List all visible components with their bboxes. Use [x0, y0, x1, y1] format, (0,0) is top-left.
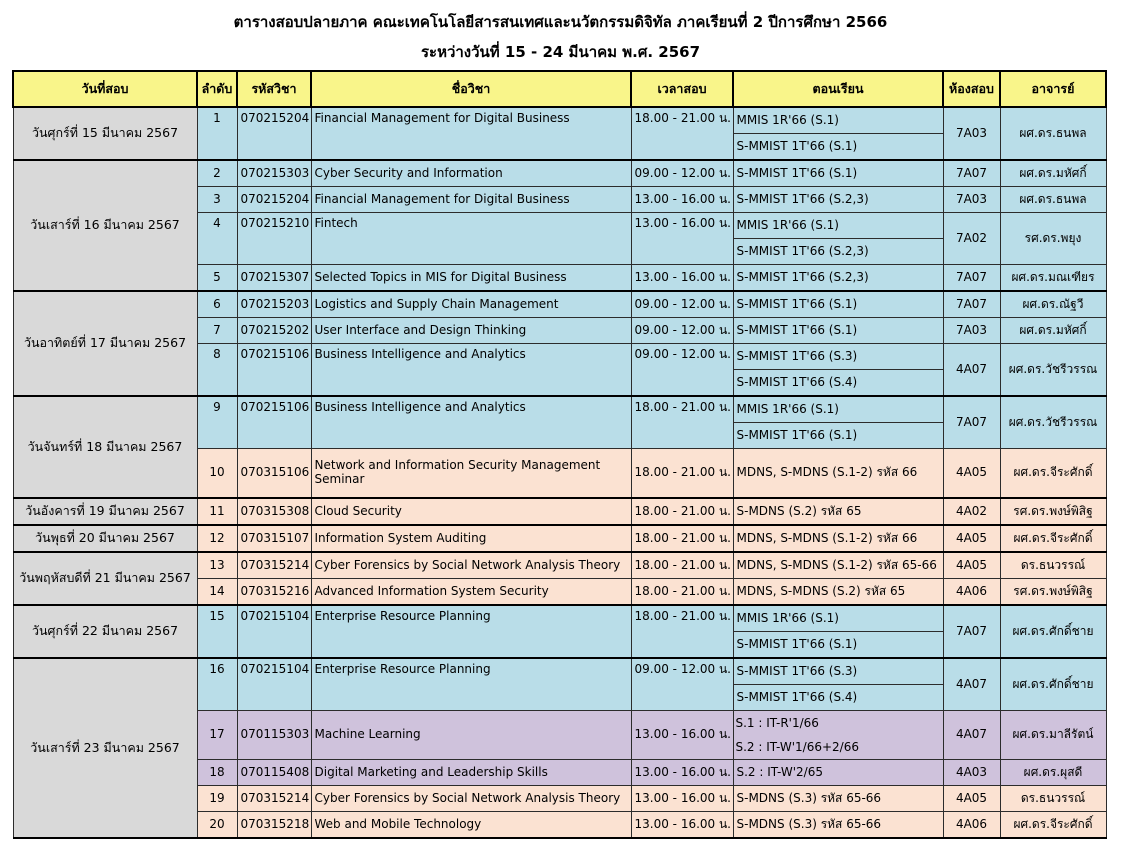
instructor: ผศ.ดร.มหัศกิ์	[1000, 318, 1106, 344]
row-no: 8	[197, 344, 237, 397]
row-no: 16	[197, 658, 237, 711]
course-name: Selected Topics in MIS for Digital Business	[311, 265, 631, 292]
exam-date-cell: วันอาทิตย์ที่ 17 มีนาคม 2567	[13, 291, 197, 396]
exam-date-cell: วันพฤหัสบดีที่ 21 มีนาคม 2567	[13, 552, 197, 605]
row-no: 18	[197, 760, 237, 786]
course-name: Digital Marketing and Leadership Skills	[311, 760, 631, 786]
exam-time: 09.00 - 12.00 น.	[631, 291, 733, 318]
section-line: S.2 : IT-W'1/66+2/66	[735, 740, 859, 754]
section-cell: S-MMIST 1T'66 (S.4)	[733, 370, 943, 397]
section-cell: S.2 : IT-W'2/65	[733, 760, 943, 786]
exam-room: 4A06	[943, 812, 1000, 839]
exam-room: 4A07	[943, 711, 1000, 760]
row-no: 19	[197, 786, 237, 812]
row-no: 3	[197, 187, 237, 213]
exam-room: 7A07	[943, 291, 1000, 318]
section-cell: MDNS, S-MDNS (S.1-2) รหัส 66	[733, 449, 943, 499]
section-line: S.1 : IT-R'1/66	[735, 716, 819, 730]
exam-room: 4A05	[943, 449, 1000, 499]
header-section: ตอนเรียน	[733, 71, 943, 107]
row-no: 6	[197, 291, 237, 318]
course-code: 070215104	[237, 658, 311, 711]
table-row	[13, 107, 1106, 134]
course-name: Business Intelligence and Analytics	[311, 396, 631, 449]
section-cell: MMIS 1R'66 (S.1)	[733, 396, 943, 423]
exam-time: 18.00 - 21.00 น.	[631, 579, 733, 606]
course-name: Cloud Security	[311, 498, 631, 525]
exam-room: 7A02	[943, 213, 1000, 265]
exam-room: 4A07	[943, 658, 1000, 711]
course-code: 070315107	[237, 525, 311, 552]
course-code: 070215203	[237, 291, 311, 318]
section-cell: S-MDNS (S.3) รหัส 65-66	[733, 786, 943, 812]
exam-date-cell: วันศุกร์ที่ 22 มีนาคม 2567	[13, 605, 197, 658]
instructor: รศ.ดร.พงษ์พิสิฐ	[1000, 579, 1106, 606]
exam-time: 18.00 - 21.00 น.	[631, 449, 733, 499]
section-cell: MDNS, S-MDNS (S.2) รหัส 65	[733, 579, 943, 606]
course-name: Network and Information Security Management Seminar	[311, 449, 631, 499]
section-cell: S-MDNS (S.3) รหัส 65-66	[733, 812, 943, 839]
exam-time: 18.00 - 21.00 น.	[631, 552, 733, 579]
exam-room: 7A07	[943, 160, 1000, 187]
course-code: 070215303	[237, 160, 311, 187]
row-no: 9	[197, 396, 237, 449]
row-no: 10	[197, 449, 237, 499]
row-no: 15	[197, 605, 237, 658]
course-code: 070215204	[237, 187, 311, 213]
instructor: ผศ.ดร.จีระศักดิ์	[1000, 812, 1106, 839]
instructor: ผศ.ดร.ณัฐวี	[1000, 291, 1106, 318]
table-row	[13, 291, 1106, 318]
exam-room: 4A05	[943, 786, 1000, 812]
course-name: Enterprise Resource Planning	[311, 605, 631, 658]
instructor: ผศ.ดร.ศักดิ์ชาย	[1000, 605, 1106, 658]
row-no: 11	[197, 498, 237, 525]
row-no: 12	[197, 525, 237, 552]
section-cell: S-MMIST 1T'66 (S.3)	[733, 658, 943, 685]
section-cell: S-MMIST 1T'66 (S.1)	[733, 160, 943, 187]
instructor: ดร.ธนวรรณ์	[1000, 786, 1106, 812]
course-code: 070315214	[237, 786, 311, 812]
header-code: รหัสวิชา	[237, 71, 311, 107]
exam-room: 4A03	[943, 760, 1000, 786]
table-row	[13, 160, 1106, 187]
course-name: Financial Management for Digital Business	[311, 187, 631, 213]
table-row	[13, 605, 1106, 632]
course-code: 070215106	[237, 344, 311, 397]
row-no: 2	[197, 160, 237, 187]
exam-time: 13.00 - 16.00 น.	[631, 265, 733, 292]
section-cell: S-MMIST 1T'66 (S.1)	[733, 291, 943, 318]
row-no: 20	[197, 812, 237, 839]
course-name: Information System Auditing	[311, 525, 631, 552]
course-code: 070315216	[237, 579, 311, 606]
course-name: Advanced Information System Security	[311, 579, 631, 606]
instructor: ผศ.ดร.จีระศักดิ์	[1000, 449, 1106, 499]
course-code: 070115408	[237, 760, 311, 786]
row-no: 13	[197, 552, 237, 579]
course-code: 070215307	[237, 265, 311, 292]
course-name: Machine Learning	[311, 711, 631, 760]
instructor: ผศ.ดร.วัชรีวรรณ	[1000, 344, 1106, 397]
table-row	[13, 658, 1106, 685]
header-instructor: อาจารย์	[1000, 71, 1106, 107]
exam-room: 7A07	[943, 605, 1000, 658]
table-row	[13, 552, 1106, 579]
course-code: 070215106	[237, 396, 311, 449]
exam-time: 18.00 - 21.00 น.	[631, 498, 733, 525]
section-cell: MMIS 1R'66 (S.1)	[733, 107, 943, 134]
course-code: 070315308	[237, 498, 311, 525]
exam-date-cell: วันอังคารที่ 19 มีนาคม 2567	[13, 498, 197, 525]
exam-room: 7A03	[943, 318, 1000, 344]
exam-time: 18.00 - 21.00 น.	[631, 107, 733, 160]
exam-date-cell: วันจันทร์ที่ 18 มีนาคม 2567	[13, 396, 197, 498]
section-cell: S-MMIST 1T'66 (S.2,3)	[733, 187, 943, 213]
exam-room: 4A05	[943, 552, 1000, 579]
exam-room: 7A07	[943, 396, 1000, 449]
section-cell: S-MMIST 1T'66 (S.3)	[733, 344, 943, 370]
section-cell: S-MDNS (S.2) รหัส 65	[733, 498, 943, 525]
exam-time: 13.00 - 16.00 น.	[631, 812, 733, 839]
section-cell	[733, 711, 943, 760]
page-title: ตารางสอบปลายภาค คณะเทคโนโลยีสารสนเทศและนวัตกรรมดิจิทัล ภาคเรียนที่ 2 ปีการศึกษา 2566	[233, 13, 888, 31]
table-header-row	[13, 71, 1106, 107]
exam-schedule-table	[12, 70, 1107, 839]
exam-room: 4A06	[943, 579, 1000, 606]
course-name: Financial Management for Digital Business	[311, 107, 631, 160]
table-row	[13, 525, 1106, 552]
instructor: ผศ.ดร.ธนพล	[1000, 187, 1106, 213]
course-name: Logistics and Supply Chain Management	[311, 291, 631, 318]
section-cell: MDNS, S-MDNS (S.1-2) รหัส 66	[733, 525, 943, 552]
instructor: ดร.ธนวรรณ์	[1000, 552, 1106, 579]
exam-time: 09.00 - 12.00 น.	[631, 318, 733, 344]
course-name: Cyber Forensics by Social Network Analysis Theory	[311, 786, 631, 812]
exam-room: 7A03	[943, 107, 1000, 160]
exam-room: 4A02	[943, 498, 1000, 525]
section-cell: MMIS 1R'66 (S.1)	[733, 213, 943, 239]
instructor: รศ.ดร.พงษ์พิสิฐ	[1000, 498, 1106, 525]
exam-time: 18.00 - 21.00 น.	[631, 605, 733, 658]
exam-time: 13.00 - 16.00 น.	[631, 187, 733, 213]
page-subtitle: ระหว่างวันที่ 15 - 24 มีนาคม พ.ศ. 2567	[420, 43, 701, 61]
exam-room: 7A03	[943, 187, 1000, 213]
row-no: 4	[197, 213, 237, 265]
section-cell: MMIS 1R'66 (S.1)	[733, 605, 943, 632]
course-code: 070215202	[237, 318, 311, 344]
exam-time: 13.00 - 16.00 น.	[631, 786, 733, 812]
instructor: ผศ.ดร.วัชรีวรรณ	[1000, 396, 1106, 449]
exam-date-cell: วันพุธที่ 20 มีนาคม 2567	[13, 525, 197, 552]
course-code: 070215204	[237, 107, 311, 160]
exam-time: 18.00 - 21.00 น.	[631, 525, 733, 552]
exam-room: 4A05	[943, 525, 1000, 552]
course-code: 070315106	[237, 449, 311, 499]
exam-time: 13.00 - 16.00 น.	[631, 213, 733, 265]
instructor: ผศ.ดร.มหัศกิ์	[1000, 160, 1106, 187]
course-name: Cyber Forensics by Social Network Analysis Theory	[311, 552, 631, 579]
table-row	[13, 498, 1106, 525]
instructor: รศ.ดร.พยุง	[1000, 213, 1106, 265]
exam-date-cell: วันเสาร์ที่ 23 มีนาคม 2567	[13, 658, 197, 838]
exam-time: 09.00 - 12.00 น.	[631, 658, 733, 711]
header-time: เวลาสอบ	[631, 71, 733, 107]
section-cell: S-MMIST 1T'66 (S.4)	[733, 685, 943, 711]
exam-date-cell: วันศุกร์ที่ 15 มีนาคม 2567	[13, 107, 197, 160]
exam-time: 09.00 - 12.00 น.	[631, 344, 733, 397]
section-cell: MDNS, S-MDNS (S.1-2) รหัส 65-66	[733, 552, 943, 579]
header-name: ชื่อวิชา	[311, 71, 631, 107]
course-code: 070215210	[237, 213, 311, 265]
course-code: 070215104	[237, 605, 311, 658]
exam-time: 13.00 - 16.00 น.	[631, 760, 733, 786]
instructor: ผศ.ดร.จีระศักดิ์	[1000, 525, 1106, 552]
course-name: Enterprise Resource Planning	[311, 658, 631, 711]
course-name: Business Intelligence and Analytics	[311, 344, 631, 397]
exam-time: 09.00 - 12.00 น.	[631, 160, 733, 187]
section-cell: S-MMIST 1T'66 (S.1)	[733, 423, 943, 449]
exam-date-cell: วันเสาร์ที่ 16 มีนาคม 2567	[13, 160, 197, 291]
course-code: 070115303	[237, 711, 311, 760]
row-no: 5	[197, 265, 237, 292]
row-no: 1	[197, 107, 237, 160]
table-row	[13, 396, 1106, 423]
exam-room: 7A07	[943, 265, 1000, 292]
section-cell: S-MMIST 1T'66 (S.1)	[733, 134, 943, 161]
exam-time: 13.00 - 16.00 น.	[631, 711, 733, 760]
instructor: ผศ.ดร.ผุสดี	[1000, 760, 1106, 786]
course-code: 070315218	[237, 812, 311, 839]
instructor: ผศ.ดร.ธนพล	[1000, 107, 1106, 160]
row-no: 7	[197, 318, 237, 344]
instructor: ผศ.ดร.ศักดิ์ชาย	[1000, 658, 1106, 711]
header-room: ห้องสอบ	[943, 71, 1000, 107]
section-cell: S-MMIST 1T'66 (S.2,3)	[733, 265, 943, 292]
section-cell: S-MMIST 1T'66 (S.2,3)	[733, 239, 943, 265]
course-code: 070315214	[237, 552, 311, 579]
row-no: 17	[197, 711, 237, 760]
instructor: ผศ.ดร.มาลีรัตน์	[1000, 711, 1106, 760]
header-no: ลำดับ	[197, 71, 237, 107]
course-name: Web and Mobile Technology	[311, 812, 631, 839]
course-name: Fintech	[311, 213, 631, 265]
exam-time: 18.00 - 21.00 น.	[631, 396, 733, 449]
instructor: ผศ.ดร.มณเฑียร	[1000, 265, 1106, 292]
section-cell: S-MMIST 1T'66 (S.1)	[733, 318, 943, 344]
course-name: Cyber Security and Information	[311, 160, 631, 187]
section-cell: S-MMIST 1T'66 (S.1)	[733, 632, 943, 659]
header-date: วันที่สอบ	[13, 71, 197, 107]
row-no: 14	[197, 579, 237, 606]
exam-room: 4A07	[943, 344, 1000, 397]
course-name: User Interface and Design Thinking	[311, 318, 631, 344]
